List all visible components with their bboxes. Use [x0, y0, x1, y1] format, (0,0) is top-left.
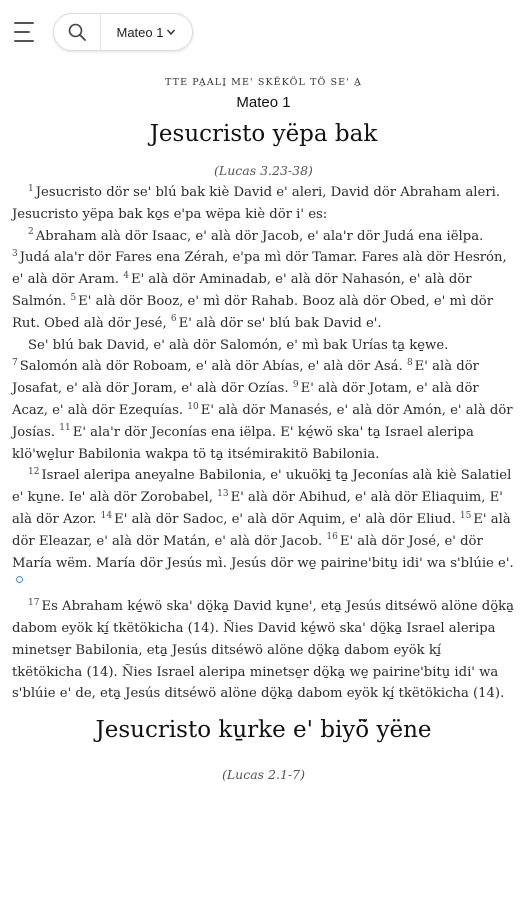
verse-text[interactable]: Abraham alà dör Isaac, e' alà dör Jacob, e' ala'r dör Judá ena iëlpa. [35, 228, 484, 244]
verse-number[interactable]: 6 [170, 314, 177, 325]
search-button[interactable] [54, 14, 101, 50]
scripture-paragraph [12, 182, 515, 226]
verse-text[interactable]: E' alà dör Sadoc, e' alà dör Aquim, e' alà dör Eliud. [114, 511, 460, 527]
scripture-paragraph [12, 596, 515, 705]
verse-number[interactable]: 2 [28, 227, 34, 238]
verse-text[interactable]: E' alà dör Abihud, e' alà dör Eliaquim, E' alà dör Azor. [12, 490, 503, 527]
verse-number[interactable]: 15 [459, 510, 472, 521]
section-heading: Jesucristo yëpa bak [149, 121, 378, 147]
navigation-pill [53, 13, 193, 51]
verse-text[interactable]: E' alà dör se' blú bak David e'. [178, 315, 382, 331]
book-title: TTE PA̱ALI̱ ME' SKËKÖL TÖ SE' A̱ [165, 77, 362, 88]
verse-number[interactable]: 11 [59, 423, 71, 434]
menu-icon[interactable] [14, 20, 38, 44]
verse-number[interactable]: 4 [123, 270, 129, 281]
verse-number[interactable]: 5 [70, 292, 77, 303]
verse-number[interactable]: 12 [28, 466, 40, 477]
verse-text[interactable]: E' alà dör Manasés, e' alà dör Amón, e' alà dör Josías. [12, 402, 513, 440]
cross-reference[interactable]: (Lucas 2.1-7) [221, 767, 305, 783]
chevron-down-icon [166, 27, 176, 37]
chapter-label: Mateo 1 [236, 94, 291, 111]
chapter-selector-button[interactable] [101, 25, 192, 40]
search-icon [67, 22, 87, 42]
reader-content [0, 64, 527, 786]
verse-text[interactable]: E' alà dör José, e' dör María wëm. María dör Jesús mì. Jesús dör we̱ pairine'bitu̱ idi' wa s'blúie e'. [12, 533, 514, 571]
verse-number[interactable]: 17 [28, 597, 40, 608]
verse-number[interactable]: 1 [28, 183, 34, 194]
verse-text[interactable]: Salomón alà dör Roboam, e' alà dör Abías, e' alà dör Asá. [19, 359, 407, 375]
verse-text[interactable]: E' alà dör Jotam, e' alà dör Acaz, e' alà dör Ezequías. [12, 381, 479, 418]
verse-number[interactable]: 13 [217, 488, 229, 499]
verse-number[interactable]: 7 [12, 357, 18, 368]
scripture-paragraph [12, 226, 515, 335]
cross-reference[interactable]: (Lucas 3.23-38) [214, 163, 313, 178]
verse-number[interactable]: 8 [406, 357, 413, 368]
chapter-selector-label: Mateo 1 [116, 24, 164, 40]
verse-number[interactable]: 14 [100, 510, 113, 521]
verse-number[interactable]: 16 [326, 532, 338, 543]
verse-text[interactable]: E' alà dör Josafat, e' alà dör Joram, e' alà dör Ozías. [12, 359, 479, 397]
verse-number[interactable]: 9 [292, 379, 299, 390]
section-heading: Jesucristo ku̱rke e' biyö̃ yëne [95, 717, 432, 744]
verse-text[interactable]: Es Abraham ké̱wö ska' dö̱ka̱ David ku̱ne', eta̱ Jesús ditséwö alöne dö̱ka̱ dabom eyök kí̱ tkëtökicha (14). Ñies David ké̱wö ska' dö̱ka̱ Israel aleripa minetse̱r Babilonia, eta̱ Jesús ditséwö alöne dö̱ka̱ dabom eyök kí̱ tkëtökicha (14). Ñies Israel aleripa minetse̱r dö̱ka̱ we̱ pairine'bitu̱ idi' wa s'blúie e' de, eta̱ Jesús ditséwö alöne dö̱ka̱ dabom eyök kí̱ tkëtökicha (14). [12, 599, 514, 702]
verse-text[interactable]: E' alà dör Booz, e' mì dör Rahab. Booz alà dör Obed, e' mì dör Rut. Obed alà dör Jesé, [12, 293, 494, 331]
verse-text[interactable]: E' ala'r dör Jeconías ena iëlpa. E' ké̱wö ska' ta̱ Israel aleripa klö'we̱lur Babilonia wakpa tö ta̱ itsémirakitö Babilonia. [12, 424, 474, 462]
top-toolbar [0, 0, 527, 64]
verse-text[interactable]: Jesucristo dör se' blú bak kiè David e' aleri, David dör Abraham aleri. Jesucristo yëpa bak ko̱s e'pa wëpa kiè dör i' es: [12, 185, 501, 222]
scripture-paragraph [12, 335, 515, 466]
verse-text[interactable]: Judá ala'r dör Fares ena Zérah, e'pa mì dör Tamar. Fares alà dör Hesrón, e' alà dör Aram. [12, 250, 507, 288]
verse-number[interactable]: 10 [187, 401, 199, 412]
verse-text[interactable]: E' alà dör Eleazar, e' alà dör Matán, e' alà dör Jacob. [12, 511, 511, 549]
verse-text[interactable]: E' alà dör Aminadab, e' alà dör Nahasón, e' alà dör Salmón. [12, 272, 472, 309]
verse-text[interactable]: Se' blú bak David, e' alà dör Salomón, e' mì bak Urías ta̱ ke̱we. [28, 337, 449, 353]
scripture-paragraph [12, 465, 515, 596]
footnote-marker-icon[interactable] [16, 576, 23, 583]
chapter-text [0, 121, 527, 782]
verse-text[interactable]: Israel aleripa aneyalne Babilonia, e' ukuöki̱ ta̱ Jeconías alà kiè Salatiel e' ku̱ne. Ie' alà dör Zorobabel, [12, 468, 512, 506]
verse-number[interactable]: 3 [12, 249, 18, 259]
